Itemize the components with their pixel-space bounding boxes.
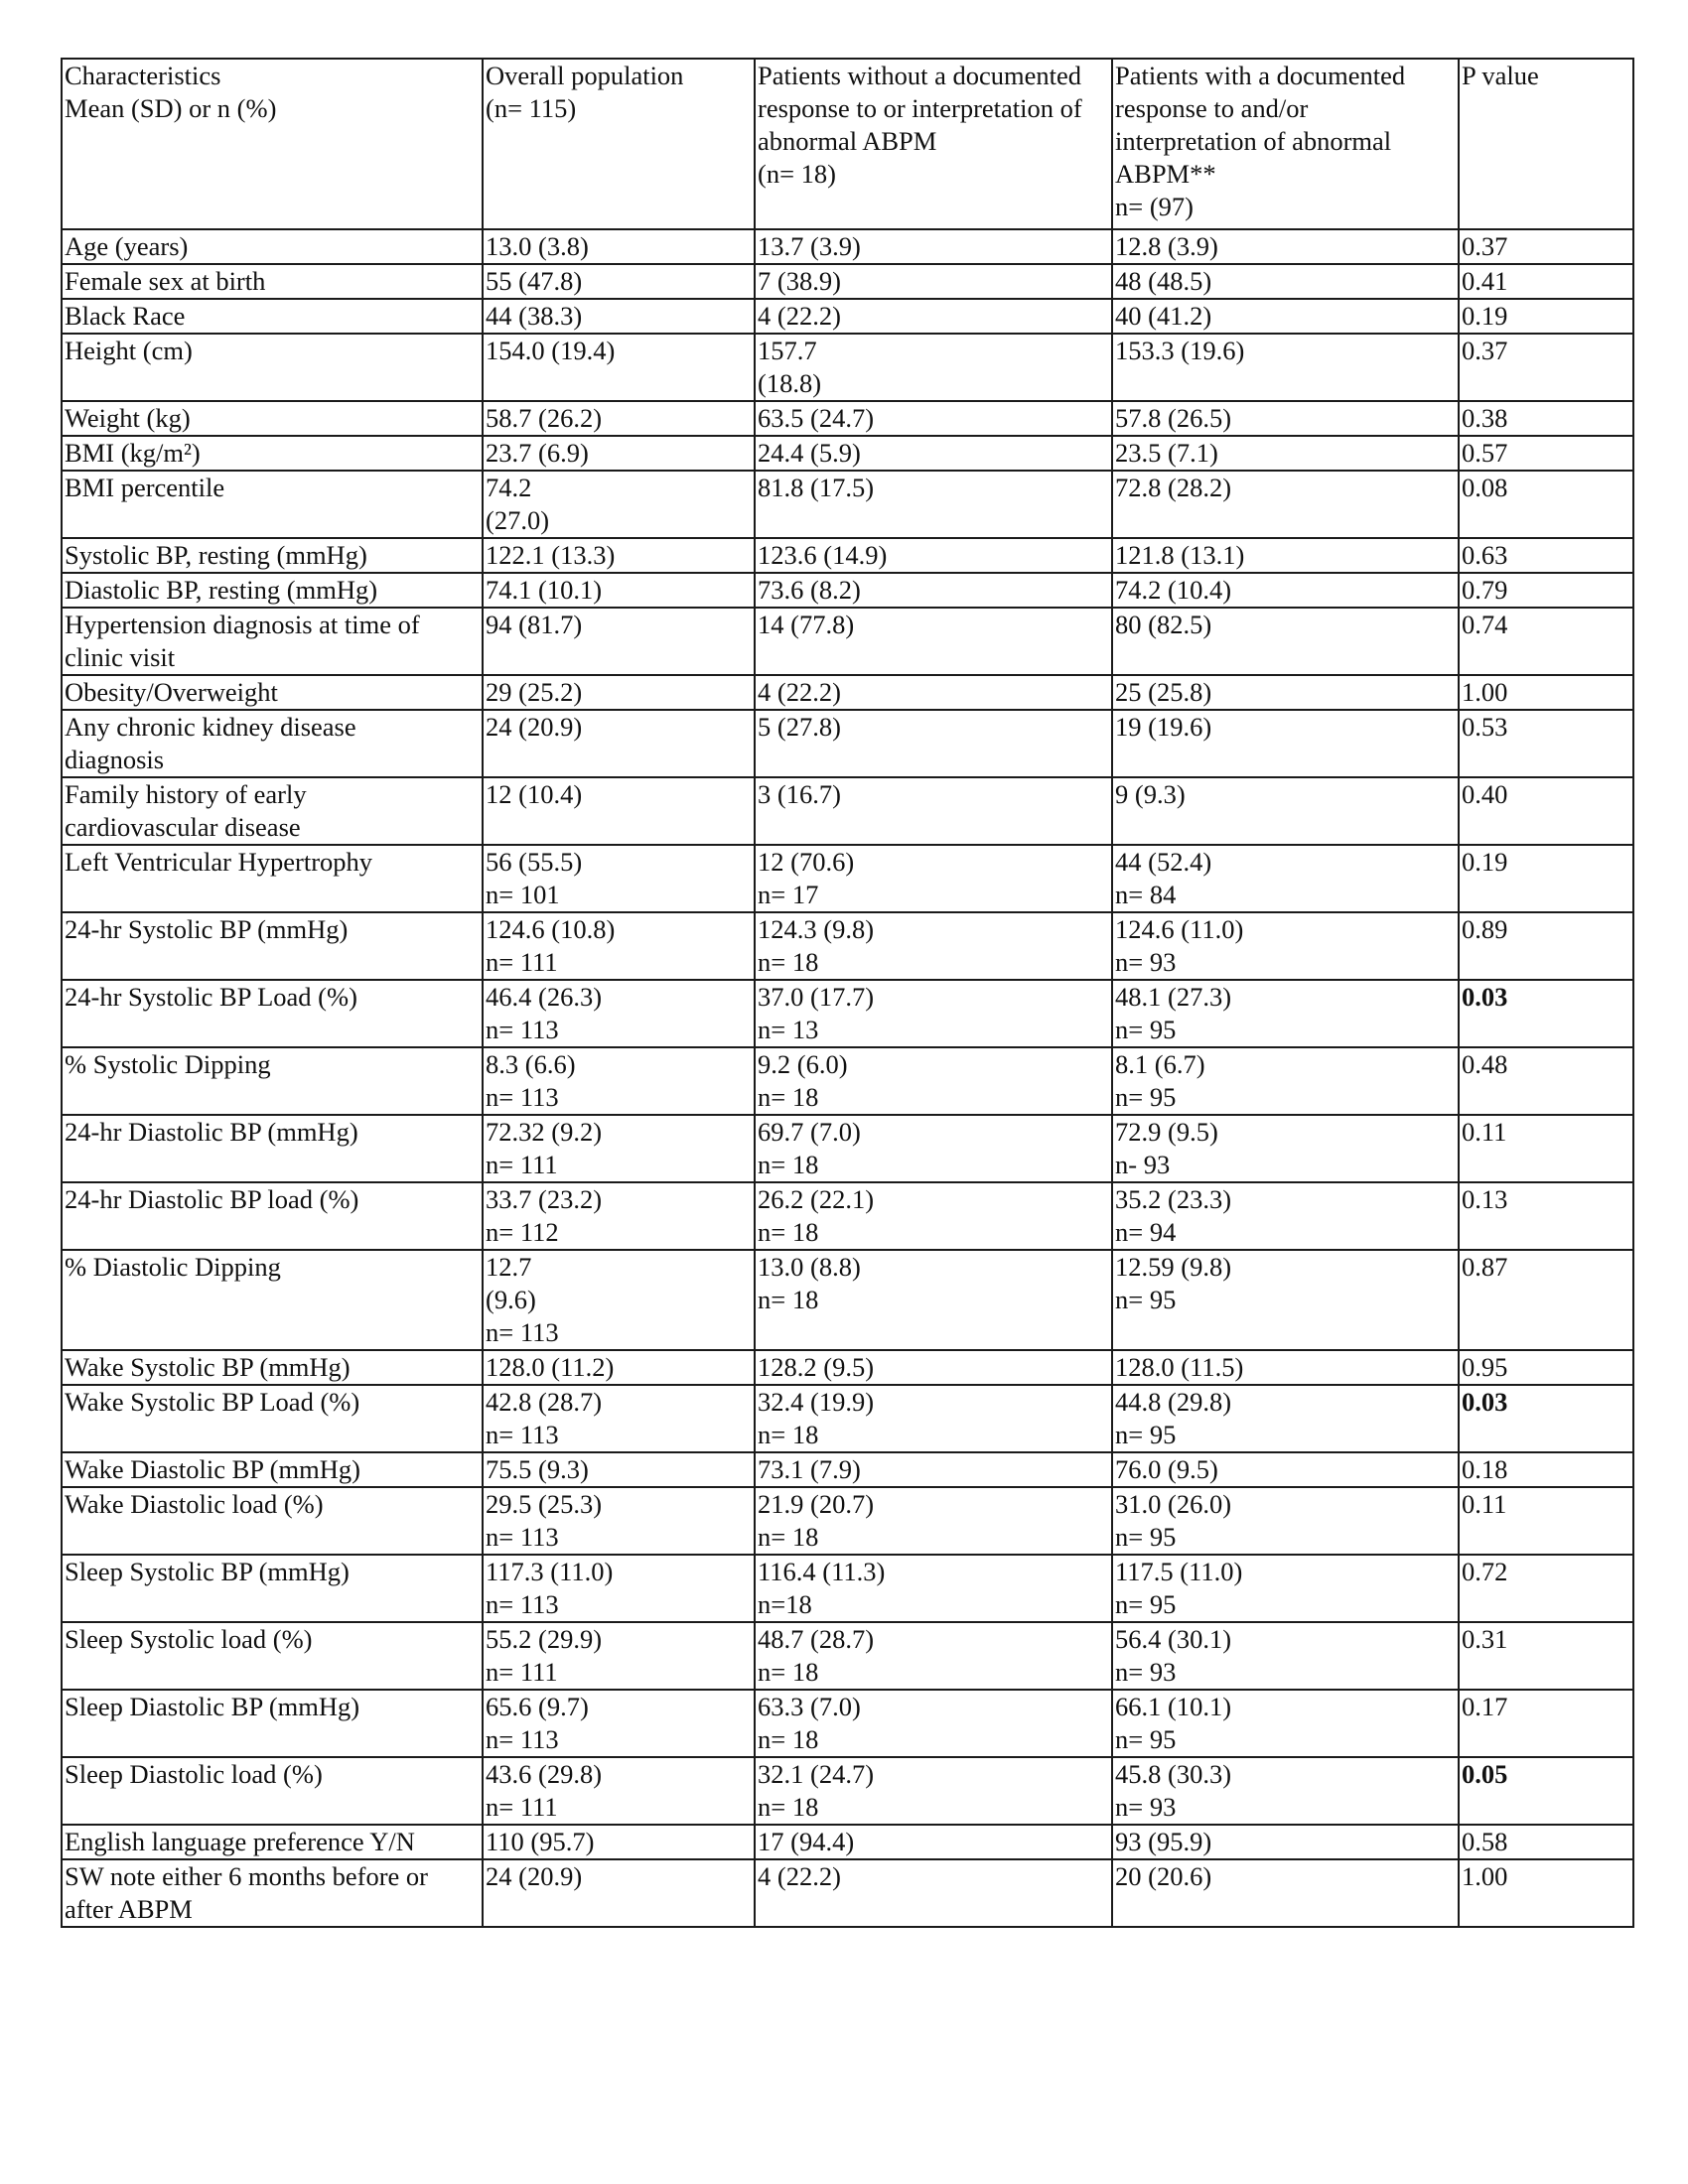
cell-without-response: 21.9 (20.7) n= 18 [755, 1487, 1112, 1555]
table-row [62, 980, 1633, 1047]
cell-characteristic: 24-hr Systolic BP (mmHg) [62, 912, 483, 980]
cell-overall: 8.3 (6.6) n= 113 [483, 1047, 755, 1115]
table-row [62, 229, 1633, 264]
cell-without-response: 9.2 (6.0) n= 18 [755, 1047, 1112, 1115]
cell-with-response: 31.0 (26.0) n= 95 [1112, 1487, 1459, 1555]
cell-p-value: 0.48 [1459, 1047, 1633, 1115]
header-overall-population: Overall population (n= 115) [483, 59, 755, 229]
document-page [61, 58, 1634, 1928]
cell-overall: 12 (10.4) [483, 777, 755, 845]
cell-with-response: 121.8 (13.1) [1112, 538, 1459, 573]
cell-with-response: 74.2 (10.4) [1112, 573, 1459, 608]
cell-with-response: 8.1 (6.7) n= 95 [1112, 1047, 1459, 1115]
cell-overall: 75.5 (9.3) [483, 1452, 755, 1487]
cell-p-value: 0.11 [1459, 1115, 1633, 1182]
cell-without-response: 123.6 (14.9) [755, 538, 1112, 573]
cell-with-response: 76.0 (9.5) [1112, 1452, 1459, 1487]
cell-overall: 94 (81.7) [483, 608, 755, 675]
table-row [62, 1622, 1633, 1690]
table-row [62, 1182, 1633, 1250]
cell-with-response: 153.3 (19.6) [1112, 334, 1459, 401]
cell-characteristic: Family history of early cardiovascular disease [62, 777, 483, 845]
cell-without-response: 24.4 (5.9) [755, 436, 1112, 471]
cell-without-response: 73.6 (8.2) [755, 573, 1112, 608]
cell-with-response: 72.9 (9.5) n- 93 [1112, 1115, 1459, 1182]
table-row [62, 912, 1633, 980]
cell-p-value: 0.89 [1459, 912, 1633, 980]
cell-p-value: 0.38 [1459, 401, 1633, 436]
cell-p-value: 0.19 [1459, 845, 1633, 912]
cell-with-response: 48 (48.5) [1112, 264, 1459, 299]
cell-with-response: 20 (20.6) [1112, 1859, 1459, 1927]
cell-without-response: 32.4 (19.9) n= 18 [755, 1385, 1112, 1452]
cell-without-response: 4 (22.2) [755, 299, 1112, 334]
cell-overall: 117.3 (11.0) n= 113 [483, 1555, 755, 1622]
cell-overall: 55 (47.8) [483, 264, 755, 299]
header-characteristics: Characteristics Mean (SD) or n (%) [62, 59, 483, 229]
cell-p-value: 0.74 [1459, 608, 1633, 675]
cell-characteristic: BMI percentile [62, 471, 483, 538]
cell-p-value: 0.87 [1459, 1250, 1633, 1350]
table-row [62, 1452, 1633, 1487]
table-row [62, 264, 1633, 299]
cell-p-value: 0.37 [1459, 334, 1633, 401]
cell-without-response: 14 (77.8) [755, 608, 1112, 675]
cell-p-value: 0.37 [1459, 229, 1633, 264]
cell-p-value: 0.40 [1459, 777, 1633, 845]
cell-without-response: 3 (16.7) [755, 777, 1112, 845]
cell-overall: 74.2 (27.0) [483, 471, 755, 538]
cell-with-response: 35.2 (23.3) n= 94 [1112, 1182, 1459, 1250]
cell-overall: 42.8 (28.7) n= 113 [483, 1385, 755, 1452]
table-row [62, 1757, 1633, 1825]
header-without-documented-response: Patients without a documented response to or interpretation of abnormal ABPM (n= 18) [755, 59, 1112, 229]
cell-characteristic: Sleep Diastolic load (%) [62, 1757, 483, 1825]
cell-characteristic: Weight (kg) [62, 401, 483, 436]
cell-without-response: 73.1 (7.9) [755, 1452, 1112, 1487]
cell-overall: 128.0 (11.2) [483, 1350, 755, 1385]
cell-characteristic: 24-hr Diastolic BP load (%) [62, 1182, 483, 1250]
cell-p-value: 0.13 [1459, 1182, 1633, 1250]
cell-characteristic: 24-hr Systolic BP Load (%) [62, 980, 483, 1047]
cell-characteristic: Age (years) [62, 229, 483, 264]
cell-without-response: 7 (38.9) [755, 264, 1112, 299]
cell-with-response: 48.1 (27.3) n= 95 [1112, 980, 1459, 1047]
table-row [62, 436, 1633, 471]
cell-characteristic: Sleep Systolic BP (mmHg) [62, 1555, 483, 1622]
cell-overall: 154.0 (19.4) [483, 334, 755, 401]
cell-without-response: 48.7 (28.7) n= 18 [755, 1622, 1112, 1690]
cell-without-response: 157.7 (18.8) [755, 334, 1112, 401]
cell-without-response: 4 (22.2) [755, 1859, 1112, 1927]
cell-with-response: 57.8 (26.5) [1112, 401, 1459, 436]
cell-overall: 33.7 (23.2) n= 112 [483, 1182, 755, 1250]
table-row [62, 777, 1633, 845]
cell-overall: 74.1 (10.1) [483, 573, 755, 608]
cell-with-response: 12.59 (9.8) n= 95 [1112, 1250, 1459, 1350]
cell-overall: 56 (55.5) n= 101 [483, 845, 755, 912]
header-p-value: P value [1459, 59, 1633, 229]
cell-overall: 72.32 (9.2) n= 111 [483, 1115, 755, 1182]
cell-without-response: 63.3 (7.0) n= 18 [755, 1690, 1112, 1757]
cell-with-response: 80 (82.5) [1112, 608, 1459, 675]
cell-p-value: 0.53 [1459, 710, 1633, 777]
cell-without-response: 128.2 (9.5) [755, 1350, 1112, 1385]
cell-without-response: 13.7 (3.9) [755, 229, 1112, 264]
cell-characteristic: Systolic BP, resting (mmHg) [62, 538, 483, 573]
table-row [62, 1385, 1633, 1452]
cell-overall: 43.6 (29.8) n= 111 [483, 1757, 755, 1825]
table-row [62, 1825, 1633, 1859]
cell-p-value: 0.57 [1459, 436, 1633, 471]
cell-without-response: 5 (27.8) [755, 710, 1112, 777]
table-row [62, 1250, 1633, 1350]
cell-with-response: 93 (95.9) [1112, 1825, 1459, 1859]
table-row [62, 299, 1633, 334]
cell-characteristic: 24-hr Diastolic BP (mmHg) [62, 1115, 483, 1182]
cell-without-response: 69.7 (7.0) n= 18 [755, 1115, 1112, 1182]
cell-p-value: 0.95 [1459, 1350, 1633, 1385]
table-row [62, 675, 1633, 710]
cell-p-value: 0.63 [1459, 538, 1633, 573]
cell-with-response: 66.1 (10.1) n= 95 [1112, 1690, 1459, 1757]
table-row [62, 334, 1633, 401]
cell-without-response: 81.8 (17.5) [755, 471, 1112, 538]
cell-overall: 55.2 (29.9) n= 111 [483, 1622, 755, 1690]
cell-p-value: 0.11 [1459, 1487, 1633, 1555]
cell-p-value: 1.00 [1459, 1859, 1633, 1927]
cell-p-value: 0.72 [1459, 1555, 1633, 1622]
characteristics-table [61, 58, 1634, 1928]
cell-characteristic: Hypertension diagnosis at time of clinic visit [62, 608, 483, 675]
cell-with-response: 40 (41.2) [1112, 299, 1459, 334]
table-row [62, 1115, 1633, 1182]
cell-p-value: 0.03 [1459, 1385, 1633, 1452]
cell-overall: 44 (38.3) [483, 299, 755, 334]
cell-characteristic: Sleep Systolic load (%) [62, 1622, 483, 1690]
cell-characteristic: % Systolic Dipping [62, 1047, 483, 1115]
cell-characteristic: BMI (kg/m²) [62, 436, 483, 471]
table-header-row [62, 59, 1633, 229]
table-row [62, 401, 1633, 436]
table-row [62, 710, 1633, 777]
cell-with-response: 128.0 (11.5) [1112, 1350, 1459, 1385]
cell-without-response: 124.3 (9.8) n= 18 [755, 912, 1112, 980]
cell-without-response: 4 (22.2) [755, 675, 1112, 710]
table-row [62, 845, 1633, 912]
cell-with-response: 124.6 (11.0) n= 93 [1112, 912, 1459, 980]
cell-with-response: 9 (9.3) [1112, 777, 1459, 845]
cell-characteristic: Wake Systolic BP (mmHg) [62, 1350, 483, 1385]
cell-overall: 110 (95.7) [483, 1825, 755, 1859]
table-row [62, 1350, 1633, 1385]
cell-p-value: 0.31 [1459, 1622, 1633, 1690]
cell-characteristic: Black Race [62, 299, 483, 334]
table-row [62, 1047, 1633, 1115]
cell-without-response: 116.4 (11.3) n=18 [755, 1555, 1112, 1622]
cell-characteristic: % Diastolic Dipping [62, 1250, 483, 1350]
cell-overall: 12.7 (9.6) n= 113 [483, 1250, 755, 1350]
cell-without-response: 37.0 (17.7) n= 13 [755, 980, 1112, 1047]
cell-characteristic: Left Ventricular Hypertrophy [62, 845, 483, 912]
cell-p-value: 0.08 [1459, 471, 1633, 538]
cell-characteristic: Obesity/Overweight [62, 675, 483, 710]
cell-characteristic: SW note either 6 months before or after ABPM [62, 1859, 483, 1927]
cell-overall: 13.0 (3.8) [483, 229, 755, 264]
cell-p-value: 0.58 [1459, 1825, 1633, 1859]
cell-overall: 29.5 (25.3) n= 113 [483, 1487, 755, 1555]
table-row [62, 538, 1633, 573]
cell-with-response: 23.5 (7.1) [1112, 436, 1459, 471]
cell-without-response: 63.5 (24.7) [755, 401, 1112, 436]
table-row [62, 1859, 1633, 1927]
cell-overall: 58.7 (26.2) [483, 401, 755, 436]
table-row [62, 1555, 1633, 1622]
cell-with-response: 56.4 (30.1) n= 93 [1112, 1622, 1459, 1690]
cell-characteristic: English language preference Y/N [62, 1825, 483, 1859]
cell-with-response: 45.8 (30.3) n= 93 [1112, 1757, 1459, 1825]
cell-p-value: 0.17 [1459, 1690, 1633, 1757]
cell-without-response: 32.1 (24.7) n= 18 [755, 1757, 1112, 1825]
cell-with-response: 117.5 (11.0) n= 95 [1112, 1555, 1459, 1622]
cell-with-response: 25 (25.8) [1112, 675, 1459, 710]
cell-with-response: 72.8 (28.2) [1112, 471, 1459, 538]
table-row [62, 608, 1633, 675]
cell-overall: 122.1 (13.3) [483, 538, 755, 573]
table-row [62, 471, 1633, 538]
cell-overall: 23.7 (6.9) [483, 436, 755, 471]
cell-characteristic: Female sex at birth [62, 264, 483, 299]
cell-with-response: 12.8 (3.9) [1112, 229, 1459, 264]
cell-p-value: 0.05 [1459, 1757, 1633, 1825]
cell-overall: 24 (20.9) [483, 710, 755, 777]
cell-without-response: 17 (94.4) [755, 1825, 1112, 1859]
cell-characteristic: Height (cm) [62, 334, 483, 401]
cell-overall: 24 (20.9) [483, 1859, 755, 1927]
cell-without-response: 12 (70.6) n= 17 [755, 845, 1112, 912]
cell-characteristic: Sleep Diastolic BP (mmHg) [62, 1690, 483, 1757]
cell-p-value: 0.03 [1459, 980, 1633, 1047]
cell-with-response: 44.8 (29.8) n= 95 [1112, 1385, 1459, 1452]
table-row [62, 1487, 1633, 1555]
cell-overall: 65.6 (9.7) n= 113 [483, 1690, 755, 1757]
cell-characteristic: Wake Diastolic BP (mmHg) [62, 1452, 483, 1487]
cell-characteristic: Wake Diastolic load (%) [62, 1487, 483, 1555]
table-row [62, 1690, 1633, 1757]
cell-p-value: 0.41 [1459, 264, 1633, 299]
cell-characteristic: Any chronic kidney disease diagnosis [62, 710, 483, 777]
cell-overall: 124.6 (10.8) n= 111 [483, 912, 755, 980]
table-row [62, 573, 1633, 608]
cell-p-value: 0.19 [1459, 299, 1633, 334]
cell-overall: 29 (25.2) [483, 675, 755, 710]
cell-p-value: 0.18 [1459, 1452, 1633, 1487]
cell-p-value: 0.79 [1459, 573, 1633, 608]
header-with-documented-response: Patients with a documented response to and/or interpretation of abnormal ABPM** n= (97) [1112, 59, 1459, 229]
cell-characteristic: Diastolic BP, resting (mmHg) [62, 573, 483, 608]
cell-without-response: 13.0 (8.8) n= 18 [755, 1250, 1112, 1350]
cell-overall: 46.4 (26.3) n= 113 [483, 980, 755, 1047]
cell-p-value: 1.00 [1459, 675, 1633, 710]
cell-characteristic: Wake Systolic BP Load (%) [62, 1385, 483, 1452]
cell-with-response: 19 (19.6) [1112, 710, 1459, 777]
cell-without-response: 26.2 (22.1) n= 18 [755, 1182, 1112, 1250]
cell-with-response: 44 (52.4) n= 84 [1112, 845, 1459, 912]
